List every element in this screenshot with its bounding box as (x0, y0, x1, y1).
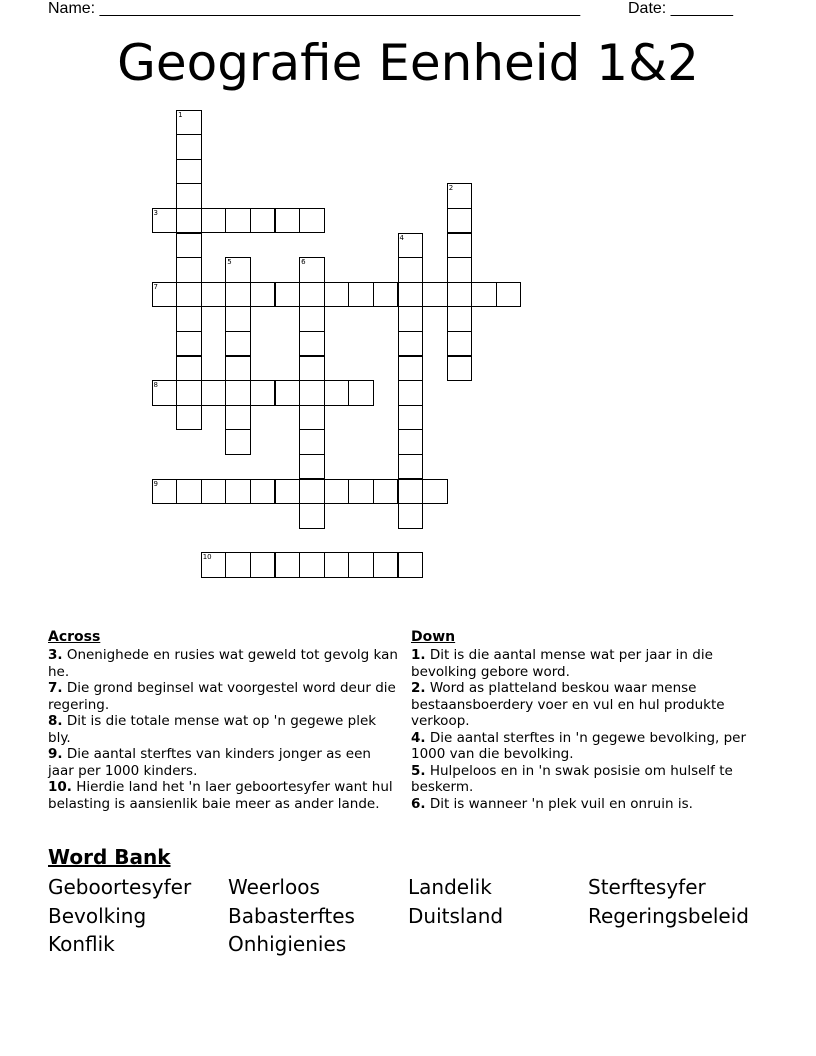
crossword-cell[interactable] (398, 356, 424, 382)
name-field[interactable]: Name: ______________________________________________________ (48, 0, 581, 17)
clue-number: 1. (411, 647, 426, 663)
clue-number: 8. (48, 713, 63, 729)
clue-number-label: 5 (227, 258, 232, 267)
crossword-cell[interactable] (275, 282, 301, 308)
word-bank-item: Duitsland (408, 903, 504, 928)
down-clue (411, 763, 771, 796)
crossword-cell[interactable] (250, 282, 276, 308)
clue-number: 4. (411, 729, 426, 746)
crossword-cell[interactable] (299, 306, 325, 332)
crossword-cell[interactable] (373, 552, 399, 578)
crossword-cell[interactable] (176, 159, 202, 185)
crossword-cell[interactable] (275, 208, 301, 234)
crossword-cell[interactable] (225, 405, 251, 431)
crossword-cell[interactable] (225, 479, 251, 505)
clue-text: Die grond beginsel wat voorgestel word deur die regering. (48, 680, 396, 713)
crossword-cell[interactable] (299, 454, 325, 480)
down-clue (411, 647, 771, 680)
crossword-cell[interactable] (299, 356, 325, 382)
crossword-cell[interactable] (176, 183, 202, 209)
down-clue (411, 796, 771, 813)
clue-number: 5. (411, 762, 426, 779)
crossword-cell[interactable] (324, 479, 350, 505)
crossword-cell[interactable] (225, 552, 251, 578)
word-bank-item: Babasterftes (228, 903, 355, 928)
across-clue (48, 647, 398, 680)
crossword-cell[interactable] (176, 257, 202, 283)
crossword-cell[interactable] (447, 208, 473, 234)
crossword-cell[interactable] (422, 282, 448, 308)
crossword-cell[interactable] (176, 356, 202, 382)
crossword-cell[interactable] (299, 405, 325, 431)
down-heading: Down (411, 629, 456, 645)
crossword-cell[interactable] (398, 282, 424, 308)
clue-number-label: 3 (153, 208, 158, 217)
crossword-cell[interactable] (275, 380, 301, 406)
clue-number: 7. (48, 680, 63, 696)
crossword-cell[interactable] (250, 380, 276, 406)
crossword-cell[interactable] (299, 282, 325, 308)
across-clues (48, 628, 398, 812)
crossword-cell[interactable] (250, 552, 276, 578)
crossword-cell[interactable] (250, 208, 276, 234)
crossword-cell[interactable] (398, 257, 424, 283)
clue-number-label: 7 (153, 282, 158, 291)
clue-text: Die aantal sterftes van kinders jonger as een jaar per 1000 kinders. (48, 746, 371, 779)
crossword-cell[interactable] (176, 306, 202, 332)
crossword-cell[interactable] (275, 552, 301, 578)
crossword-cell[interactable] (225, 429, 251, 455)
clue-text: Dit is die aantal mense wat per jaar in die bevolking gebore word. (411, 647, 713, 680)
crossword-cell[interactable] (447, 233, 473, 259)
crossword-cell[interactable] (201, 208, 227, 234)
word-bank-item: Landelik (408, 875, 492, 899)
crossword-cell[interactable] (225, 331, 251, 357)
clue-text: Onenighede en rusies wat geweld tot gevolg kan he. (48, 647, 398, 680)
crossword-cell[interactable] (299, 479, 325, 505)
across-clue (48, 713, 398, 746)
crossword-cell[interactable] (447, 331, 473, 357)
crossword-cell[interactable] (275, 479, 301, 505)
crossword-cell[interactable] (348, 282, 374, 308)
word-bank-item: Regeringsbeleid (588, 903, 749, 928)
clue-number-label: 8 (153, 381, 158, 390)
across-clue (48, 680, 398, 713)
crossword-cell[interactable] (398, 503, 424, 529)
crossword-cell[interactable] (225, 208, 251, 234)
crossword-cell[interactable] (447, 356, 473, 382)
clue-number: 10. (48, 779, 72, 795)
crossword-cell[interactable] (398, 331, 424, 357)
crossword-cell[interactable] (324, 552, 350, 578)
crossword-cell[interactable] (348, 479, 374, 505)
crossword-cell[interactable] (176, 331, 202, 357)
clue-number: 2. (411, 680, 426, 696)
crossword-cell[interactable] (324, 282, 350, 308)
crossword-cell[interactable] (348, 380, 374, 406)
clue-text: Hierdie land het 'n laer geboortesyfer want hul belasting is aansienlik baie meer as ander lande. (48, 779, 393, 812)
crossword-cell[interactable] (299, 503, 325, 529)
crossword-cell[interactable] (201, 282, 227, 308)
down-clues (411, 628, 771, 812)
crossword-cell[interactable] (176, 208, 202, 234)
down-clue (411, 680, 771, 730)
crossword-cell[interactable] (447, 282, 473, 308)
word-bank-item: Weerloos (228, 875, 320, 899)
crossword-cell[interactable] (471, 282, 497, 308)
clue-number-label: 6 (301, 258, 306, 267)
word-bank-item: Sterftesyfer (588, 875, 706, 899)
crossword-cell[interactable] (373, 479, 399, 505)
crossword-cell[interactable] (201, 380, 227, 406)
clue-number-label: 1 (178, 110, 183, 119)
across-clue (48, 779, 398, 812)
date-field[interactable]: Date: _______ (628, 0, 733, 17)
crossword-cell[interactable] (225, 356, 251, 382)
page-title: Geografie Eenheid 1&2 (117, 34, 699, 92)
word-bank-title: Word Bank (48, 845, 171, 869)
crossword-cell[interactable] (299, 429, 325, 455)
crossword-cell[interactable] (176, 405, 202, 431)
clue-text: Dit is die totale mense wat op 'n gegewe plek bly. (48, 713, 377, 746)
clue-text: Dit is wanneer 'n plek vuil en onruin is. (425, 795, 693, 812)
crossword-cell[interactable] (398, 405, 424, 431)
across-clue (48, 746, 398, 779)
crossword-cell[interactable] (250, 479, 276, 505)
crossword-cell[interactable] (299, 552, 325, 578)
crossword-cell[interactable] (299, 208, 325, 234)
crossword-cell[interactable] (201, 479, 227, 505)
crossword-cell[interactable] (398, 380, 424, 406)
clue-number-label: 4 (399, 233, 404, 242)
clue-number: 9. (48, 746, 63, 762)
crossword-cell[interactable] (299, 380, 325, 406)
crossword-cell[interactable] (176, 134, 202, 160)
crossword-cell[interactable] (176, 282, 202, 308)
crossword-cell[interactable] (398, 552, 424, 578)
down-clue (411, 730, 771, 763)
crossword-cell[interactable] (398, 454, 424, 480)
clue-text: Hulpeloos en in 'n swak posisie om hulself te beskerm. (411, 762, 733, 795)
clue-number-label: 2 (448, 184, 454, 193)
crossword-cell[interactable] (176, 479, 202, 505)
word-bank-item: Konflik (48, 932, 115, 956)
word-bank-item: Geboortesyfer (48, 875, 192, 899)
crossword-cell[interactable] (225, 380, 251, 406)
clue-number: 3. (48, 647, 63, 663)
clue-number-label: 10 (202, 553, 212, 562)
word-bank-item: Bevolking (48, 903, 147, 928)
crossword-cell[interactable] (324, 380, 350, 406)
crossword-cell[interactable] (176, 233, 202, 259)
clue-number: 6. (411, 795, 426, 812)
crossword-cell[interactable] (398, 479, 424, 505)
crossword-cell[interactable] (225, 306, 251, 332)
crossword-cell[interactable] (176, 380, 202, 406)
crossword-cell[interactable] (225, 282, 251, 308)
across-heading: Across (48, 629, 101, 645)
crossword-cell[interactable] (398, 306, 424, 332)
clue-text: Word as platteland beskou waar mense bestaansboerdery voer en vul en hul produkte verkoop. (411, 680, 725, 729)
crossword-cell[interactable] (373, 282, 399, 308)
crossword-cell[interactable] (299, 331, 325, 357)
crossword-cell[interactable] (496, 282, 522, 308)
crossword-cell[interactable] (398, 429, 424, 455)
clue-text: Die aantal sterftes in 'n gegewe bevolking, per 1000 van die bevolking. (411, 729, 747, 762)
crossword-cell[interactable] (447, 257, 473, 283)
crossword-cell[interactable] (447, 306, 473, 332)
word-bank-item: Onhigienies (228, 932, 347, 956)
clue-number-label: 9 (153, 479, 158, 488)
crossword-cell[interactable] (348, 552, 374, 578)
crossword-cell[interactable] (422, 479, 448, 505)
